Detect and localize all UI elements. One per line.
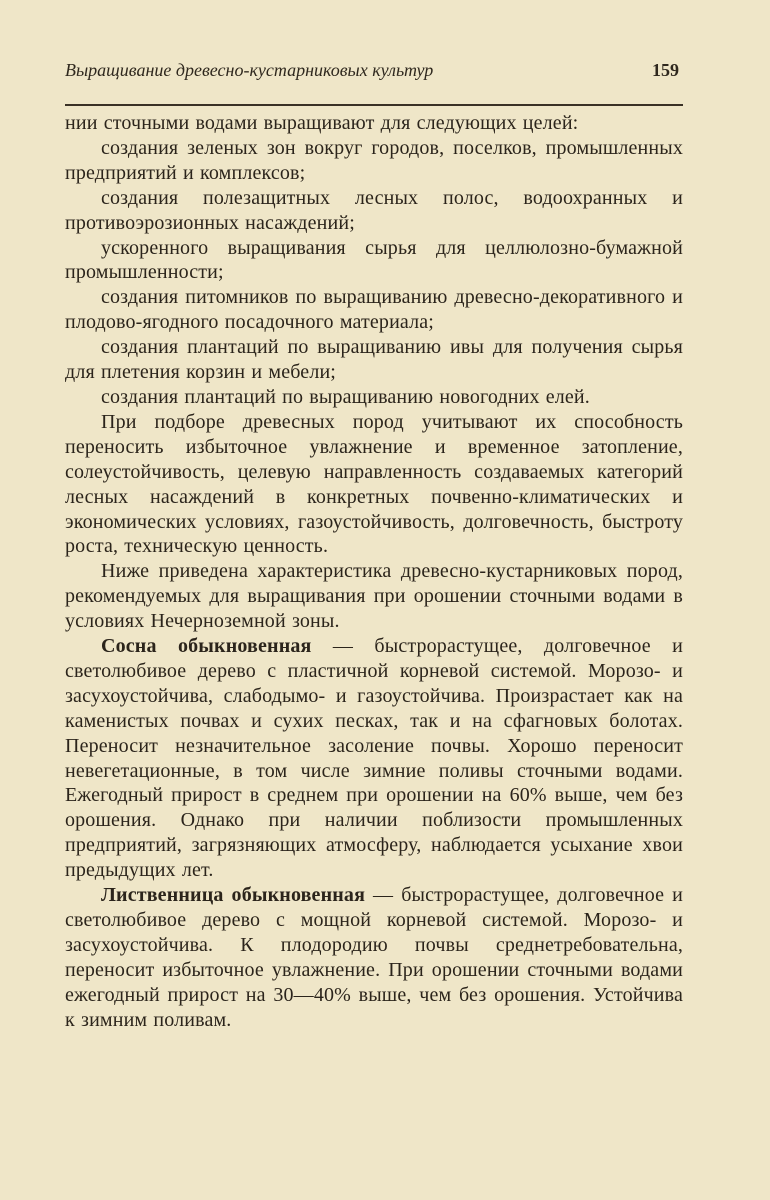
species-description: — быстрорастущее, долговечное и светолюбивое дерево с мощной корневой системой. Морозо- и засухоустойчива. К плодородию почвы среднетребовательна, переносит избыточное увлажнение. При орошении сточными водами ежегодный прирост на 30—40% выше, чем без орошения. Устойчива к зимним поливам. — [65, 884, 683, 1031]
list-item: создания плантаций по выращиванию новогодних елей. — [101, 385, 590, 408]
running-header — [65, 58, 683, 106]
characteristics-intro-paragraph: Ниже приведена характеристика древесно-кустарниковых пород, рекомендуемых для выращивания при орошении сточными водами в условиях Нечерноземной зоны. — [65, 560, 683, 633]
species-name: Сосна обыкновенная — [101, 635, 312, 658]
species-entry-pine — [65, 634, 683, 883]
list-item: создания питомников по выращиванию древесно-декоративного и плодово-ягодного посадочного материала; — [65, 286, 683, 334]
page-number: 159 — [652, 60, 679, 80]
list-item: создания зеленых зон вокруг городов, поселков, промышленных предприятий и комплексов; — [65, 136, 683, 184]
species-entry-larch — [65, 883, 683, 1032]
species-description: — быстрорастущее, долговечное и светолюбивое дерево с пластичной корневой системой. Морозо- и засухоустойчива, слабодымо- и газоустойчива. Произрастает как на каменистых почвах и сухих песках, так и на сфагновых болотах. Переносит незначительное засоление почвы. Хорошо переносит невегетационные, в том числе зимние поливы сточными водами. Ежегодный прирост в среднем при орошении на 60% выше, чем без орошения. Однако при наличии поблизости промышленных предприятий, загрязняющих атмосферу, наблюдается усыхание хвои предыдущих лет. — [65, 635, 683, 882]
list-item: создания полезащитных лесных полос, водоохранных и противоэрозионных насаждений; — [65, 186, 683, 234]
intro-paragraph: нии сточными водами выращивают для следующих целей: — [65, 112, 579, 134]
selection-paragraph: При подборе древесных пород учитывают их способность переносить избыточное увлажнение и временное затопление, солеустойчивость, целевую направленность создаваемых категорий лесных насаждений в конкретных почвенно-климатических и экономических условиях, газоустойчивость, долговечность, быстроту роста, техническую ценность. — [65, 410, 683, 558]
body-text — [65, 111, 683, 1033]
species-name: Лиственница обыкновенная — [101, 884, 366, 907]
list-item: создания плантаций по выращиванию ивы для получения сырья для плетения корзин и мебели; — [65, 336, 683, 384]
list-item: ускоренного выращивания сырья для целлюлозно-бумажной промышленности; — [65, 236, 683, 284]
running-title: Выращивание древесно-кустарниковых культур — [65, 60, 434, 80]
